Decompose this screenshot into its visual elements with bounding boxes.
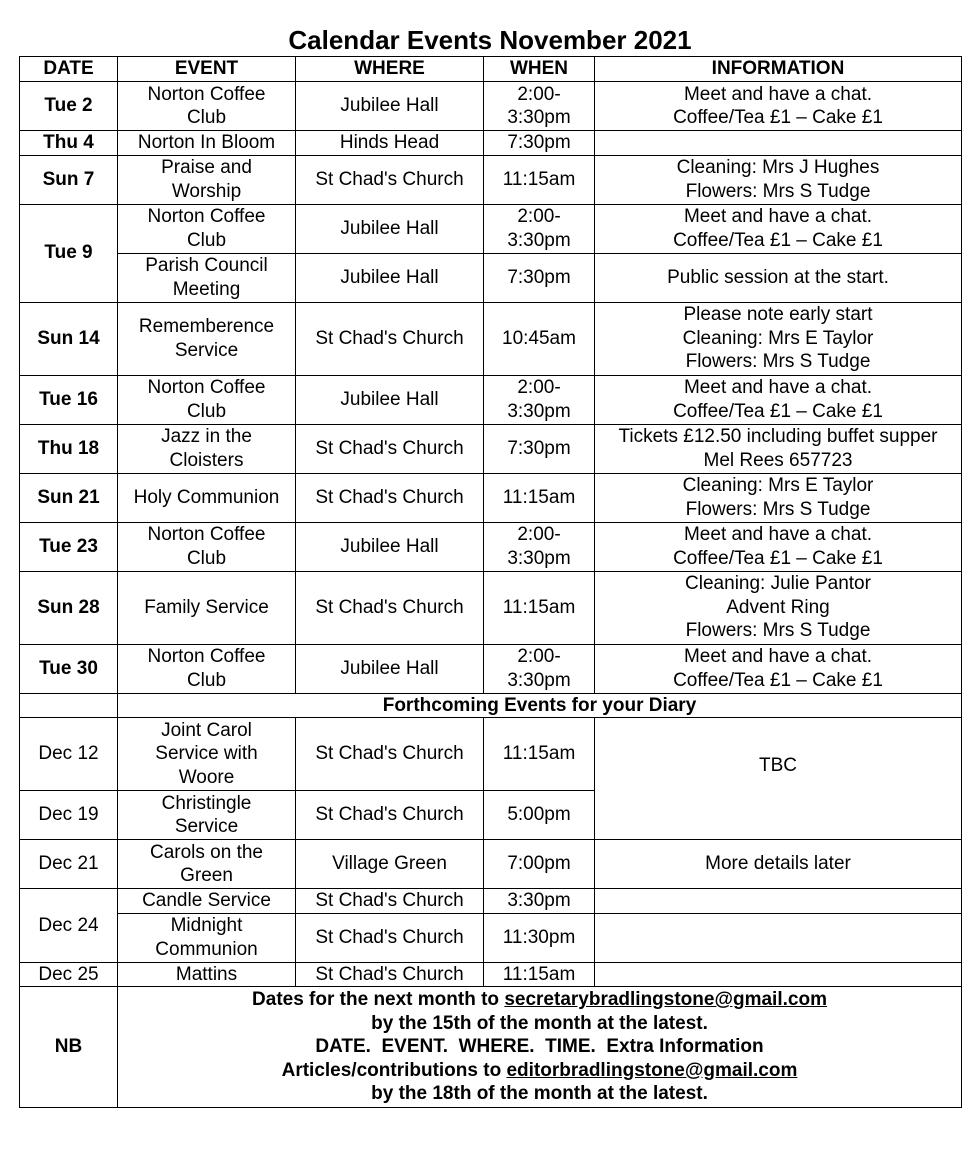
event-cell (118, 644, 296, 693)
event-line: Club (186, 107, 227, 128)
info-cell (595, 375, 962, 424)
info-line: Flowers: Mrs S Tudge (685, 180, 871, 202)
when-line: 11:15am (502, 168, 576, 190)
info-line: Meet and have a chat. (683, 524, 872, 545)
editor-email-link[interactable]: editorbradlingstone@gmail.com (506, 1059, 798, 1081)
cell-text: St Chad's Church (315, 926, 464, 948)
where-cell (296, 424, 484, 473)
event-line: Midnight (170, 915, 243, 936)
event-row (20, 522, 962, 571)
cell-text: Tue 30 (39, 657, 98, 679)
info-line: Cleaning: Julie Pantor (685, 573, 871, 595)
info-cell (595, 962, 962, 987)
info-line: Coffee/Tea £1 – Cake £1 (673, 107, 883, 128)
when-line: 7:30pm (507, 437, 571, 459)
event-line: Jazz in the (161, 426, 252, 447)
secretary-email-link[interactable]: secretarybradlingstone@gmail.com (504, 989, 827, 1011)
event-line: Parish Council (145, 255, 268, 276)
event-cell (118, 962, 296, 987)
cell-text: Sun 21 (37, 486, 100, 508)
where-cell (296, 302, 484, 375)
event-row (20, 302, 962, 375)
info-cell (595, 913, 962, 962)
info-line: Please note early start (683, 304, 873, 326)
info-line: Flowers: Mrs S Tudge (685, 620, 871, 642)
event-cell (118, 473, 296, 522)
event-cell (118, 522, 296, 571)
event-line: Rememberence (138, 316, 275, 337)
event-cell (118, 889, 296, 914)
when-line: 3:30pm (507, 400, 571, 422)
nb-line (120, 1012, 959, 1036)
info-cell (595, 424, 962, 473)
event-cell (118, 840, 296, 889)
where-cell (296, 571, 484, 644)
event-cell (118, 82, 296, 131)
when-line: 3:30pm (507, 547, 571, 569)
event-line: Communion (155, 938, 258, 960)
cell-text: Sun 14 (37, 327, 100, 349)
info-line: Coffee/Tea £1 – Cake £1 (673, 669, 883, 691)
events-table (19, 56, 962, 1108)
date-cell (20, 131, 118, 156)
info-line: Cleaning: Mrs J Hughes (676, 157, 880, 178)
when-line: 2:00- (517, 206, 561, 227)
when-line: 2:00- (517, 83, 561, 105)
header-information: INFORMATION (595, 57, 962, 82)
event-row (20, 82, 962, 131)
event-row (20, 424, 962, 473)
event-cell (118, 718, 296, 791)
event-line: Green (180, 865, 233, 886)
when-line: 2:00- (517, 377, 561, 398)
cell-text: St Chad's Church (315, 486, 464, 508)
when-cell (484, 962, 595, 987)
nb-label (20, 987, 118, 1108)
event-cell (118, 131, 296, 156)
event-cell (118, 204, 296, 253)
event-line: Christingle (161, 792, 252, 814)
date-cell (20, 204, 118, 302)
event-line: Norton Coffee (147, 206, 266, 227)
info-cell (595, 473, 962, 522)
event-cell (118, 571, 296, 644)
info-cell (595, 204, 962, 253)
event-line: Club (186, 669, 227, 691)
header-date: DATE (20, 57, 118, 82)
where-cell (296, 791, 484, 840)
info-line: Mel Rees 657723 (703, 449, 853, 471)
when-cell (484, 889, 595, 914)
when-cell (484, 840, 595, 889)
event-line: Norton Coffee (147, 83, 266, 105)
date-cell (20, 571, 118, 644)
date-cell (20, 302, 118, 375)
date-cell (20, 375, 118, 424)
forthcoming-heading-row (20, 693, 962, 718)
info-line: Coffee/Tea £1 – Cake £1 (673, 229, 883, 251)
forthcoming-row (20, 840, 962, 889)
info-line: Meet and have a chat. (683, 646, 872, 667)
event-row (20, 155, 962, 204)
event-row (20, 375, 962, 424)
info-cell (595, 840, 962, 889)
event-line: Club (186, 547, 227, 569)
when-cell (484, 131, 595, 156)
nb-line (120, 1082, 959, 1106)
cell-text: St Chad's Church (315, 804, 464, 826)
page-title: Calendar Events November 2021 (288, 25, 692, 55)
where-cell (296, 82, 484, 131)
cell-text: Jubilee Hall (340, 266, 439, 288)
when-cell (484, 302, 595, 375)
nb-text: by the 18th of the month at the latest. (371, 1083, 708, 1105)
event-row (20, 253, 962, 302)
info-cell (595, 522, 962, 571)
cell-text: Thu 4 (43, 132, 94, 153)
cell-text: Dec 25 (38, 963, 99, 985)
info-line: Meet and have a chat. (683, 206, 872, 227)
when-line: 3:30pm (507, 669, 571, 691)
cell-text: Jubilee Hall (340, 95, 439, 117)
cell-text: Sun 7 (42, 168, 95, 190)
cell-text: Tue 23 (39, 535, 98, 557)
event-line: Joint Carol (161, 719, 252, 741)
cell-text: St Chad's Church (315, 327, 464, 349)
when-cell (484, 82, 595, 131)
when-cell (484, 375, 595, 424)
info-cell (595, 571, 962, 644)
forthcoming-row (20, 962, 962, 987)
cell-text: Forthcoming Events for your Diary (382, 694, 697, 716)
info-cell (595, 302, 962, 375)
cell-text: Tue 9 (44, 242, 93, 264)
event-row (20, 131, 962, 156)
nb-content (118, 987, 962, 1108)
when-line: 7:30pm (507, 266, 571, 288)
when-cell (484, 155, 595, 204)
event-line: Norton In Bloom (137, 132, 276, 153)
event-cell (118, 791, 296, 840)
event-line: Service with (155, 743, 258, 765)
event-line: Cloisters (169, 449, 244, 471)
info-cell (595, 82, 962, 131)
cell-text: Jubilee Hall (340, 535, 439, 557)
event-cell (118, 253, 296, 302)
info-line: Coffee/Tea £1 – Cake £1 (673, 547, 883, 569)
event-line: Club (186, 400, 227, 422)
nb-text: Dates for the next month to (252, 989, 505, 1011)
cell-text: Jubilee Hall (340, 217, 439, 239)
where-cell (296, 522, 484, 571)
when-line: 2:00- (517, 646, 561, 667)
cell-text: More details later (705, 853, 851, 875)
when-cell (484, 718, 595, 791)
cell-text: St Chad's Church (315, 890, 464, 911)
event-line: Service (174, 816, 239, 837)
date-cell (20, 718, 118, 791)
nb-row (20, 987, 962, 1108)
nb-line (120, 988, 959, 1012)
forthcoming-row (20, 913, 962, 962)
cell-text: Sun 28 (37, 596, 100, 618)
date-cell (20, 424, 118, 473)
where-cell (296, 375, 484, 424)
info-line: Tickets £12.50 including buffet supper (618, 426, 938, 447)
cell-text: St Chad's Church (315, 596, 464, 618)
event-line: Mattins (175, 963, 238, 985)
event-line: Worship (171, 180, 242, 202)
cell-text: Jubilee Hall (340, 388, 439, 410)
cell-text: Thu 18 (37, 437, 100, 459)
event-row (20, 644, 962, 693)
forthcoming-heading (118, 693, 962, 718)
nb-text: DATE. EVENT. WHERE. TIME. Extra Information (315, 1036, 764, 1058)
header-row (20, 57, 962, 82)
event-line: Norton Coffee (147, 646, 266, 667)
when-cell (484, 473, 595, 522)
event-line: Service (174, 339, 239, 361)
where-cell (296, 155, 484, 204)
info-line: Flowers: Mrs S Tudge (685, 498, 871, 520)
info-line: Meet and have a chat. (683, 83, 872, 105)
cell-text: Jubilee Hall (340, 657, 439, 679)
where-cell (296, 644, 484, 693)
cell-text: St Chad's Church (315, 168, 464, 190)
where-cell (296, 131, 484, 156)
cell-text: St Chad's Church (315, 963, 464, 985)
cell-text: 11:15am (502, 743, 576, 765)
event-cell (118, 375, 296, 424)
header-when: WHEN (484, 57, 595, 82)
cell-text: Dec 24 (38, 914, 99, 936)
info-cell (595, 131, 962, 156)
date-cell (20, 791, 118, 840)
cell-text: TBC (759, 755, 797, 776)
info-line: Cleaning: Mrs E Taylor (682, 475, 874, 496)
date-cell (20, 840, 118, 889)
when-line: 3:30pm (507, 229, 571, 251)
info-line: Meet and have a chat. (683, 377, 872, 398)
event-line: Meeting (172, 278, 241, 300)
info-cell (595, 889, 962, 914)
cell-text: St Chad's Church (315, 743, 464, 765)
date-cell (20, 644, 118, 693)
where-cell (296, 473, 484, 522)
where-cell (296, 253, 484, 302)
info-cell (595, 644, 962, 693)
where-cell (296, 204, 484, 253)
info-line: Public session at the start. (667, 266, 889, 288)
cell-text: 3:30pm (507, 890, 571, 911)
header-where: WHERE (296, 57, 484, 82)
header-event: EVENT (118, 57, 296, 82)
cell-text: NB (54, 1036, 83, 1058)
event-cell (118, 155, 296, 204)
cell-text: Dec 19 (38, 804, 99, 826)
cell-text: Village Green (332, 853, 447, 875)
where-cell (296, 718, 484, 791)
event-row (20, 473, 962, 522)
info-line: Coffee/Tea £1 – Cake £1 (673, 400, 883, 422)
cell-text: Dec 12 (38, 743, 99, 765)
event-line: Holy Communion (133, 486, 280, 508)
cell-text: 5:00pm (507, 804, 571, 826)
date-cell (20, 82, 118, 131)
event-line: Club (186, 229, 227, 251)
when-line: 3:30pm (507, 107, 571, 128)
where-cell (296, 913, 484, 962)
when-line: 11:15am (502, 596, 576, 618)
when-line: 11:15am (502, 486, 576, 508)
date-cell (20, 522, 118, 571)
event-cell (118, 424, 296, 473)
event-cell (118, 302, 296, 375)
where-cell (296, 840, 484, 889)
when-cell (484, 791, 595, 840)
cell-text: 11:15am (502, 963, 576, 985)
event-row (20, 204, 962, 253)
info-cell (595, 253, 962, 302)
where-cell (296, 889, 484, 914)
date-cell (20, 962, 118, 987)
event-row (20, 571, 962, 644)
info-cell (595, 718, 962, 840)
nb-text: Articles/contributions to (281, 1059, 507, 1081)
when-cell (484, 424, 595, 473)
date-cell (20, 155, 118, 204)
cell-text: St Chad's Church (315, 437, 464, 459)
nb-line (120, 1035, 959, 1059)
nb-line (120, 1059, 959, 1083)
when-cell (484, 571, 595, 644)
info-cell (595, 155, 962, 204)
cell-text: Tue 16 (39, 388, 98, 410)
info-line: Cleaning: Mrs E Taylor (682, 327, 874, 349)
event-line: Woore (178, 766, 235, 788)
cell-text: Tue 2 (44, 95, 93, 117)
cell-text: Hinds Head (339, 132, 440, 153)
event-line: Family Service (144, 596, 269, 618)
when-line: 7:30pm (507, 132, 571, 153)
forthcoming-row (20, 718, 962, 791)
event-line: Praise and (161, 157, 252, 178)
event-cell (118, 913, 296, 962)
date-cell (20, 889, 118, 963)
where-cell (296, 962, 484, 987)
when-line: 2:00- (517, 524, 561, 545)
when-cell (484, 253, 595, 302)
cell-text: 11:30pm (502, 926, 576, 948)
when-cell (484, 204, 595, 253)
when-line: 10:45am (502, 327, 576, 349)
forthcoming-row (20, 889, 962, 914)
event-line: Carols on the (149, 841, 263, 863)
blank-cell (20, 693, 118, 718)
info-line: Flowers: Mrs S Tudge (685, 351, 871, 373)
date-cell (20, 473, 118, 522)
cell-text: 7:00pm (507, 853, 571, 875)
event-line: Norton Coffee (147, 377, 266, 398)
when-cell (484, 522, 595, 571)
when-cell (484, 913, 595, 962)
cell-text: Dec 21 (38, 853, 99, 875)
event-line: Norton Coffee (147, 524, 266, 545)
when-cell (484, 644, 595, 693)
event-line: Candle Service (142, 890, 271, 911)
nb-text: by the 15th of the month at the latest. (371, 1012, 708, 1034)
info-line: Advent Ring (726, 596, 830, 618)
